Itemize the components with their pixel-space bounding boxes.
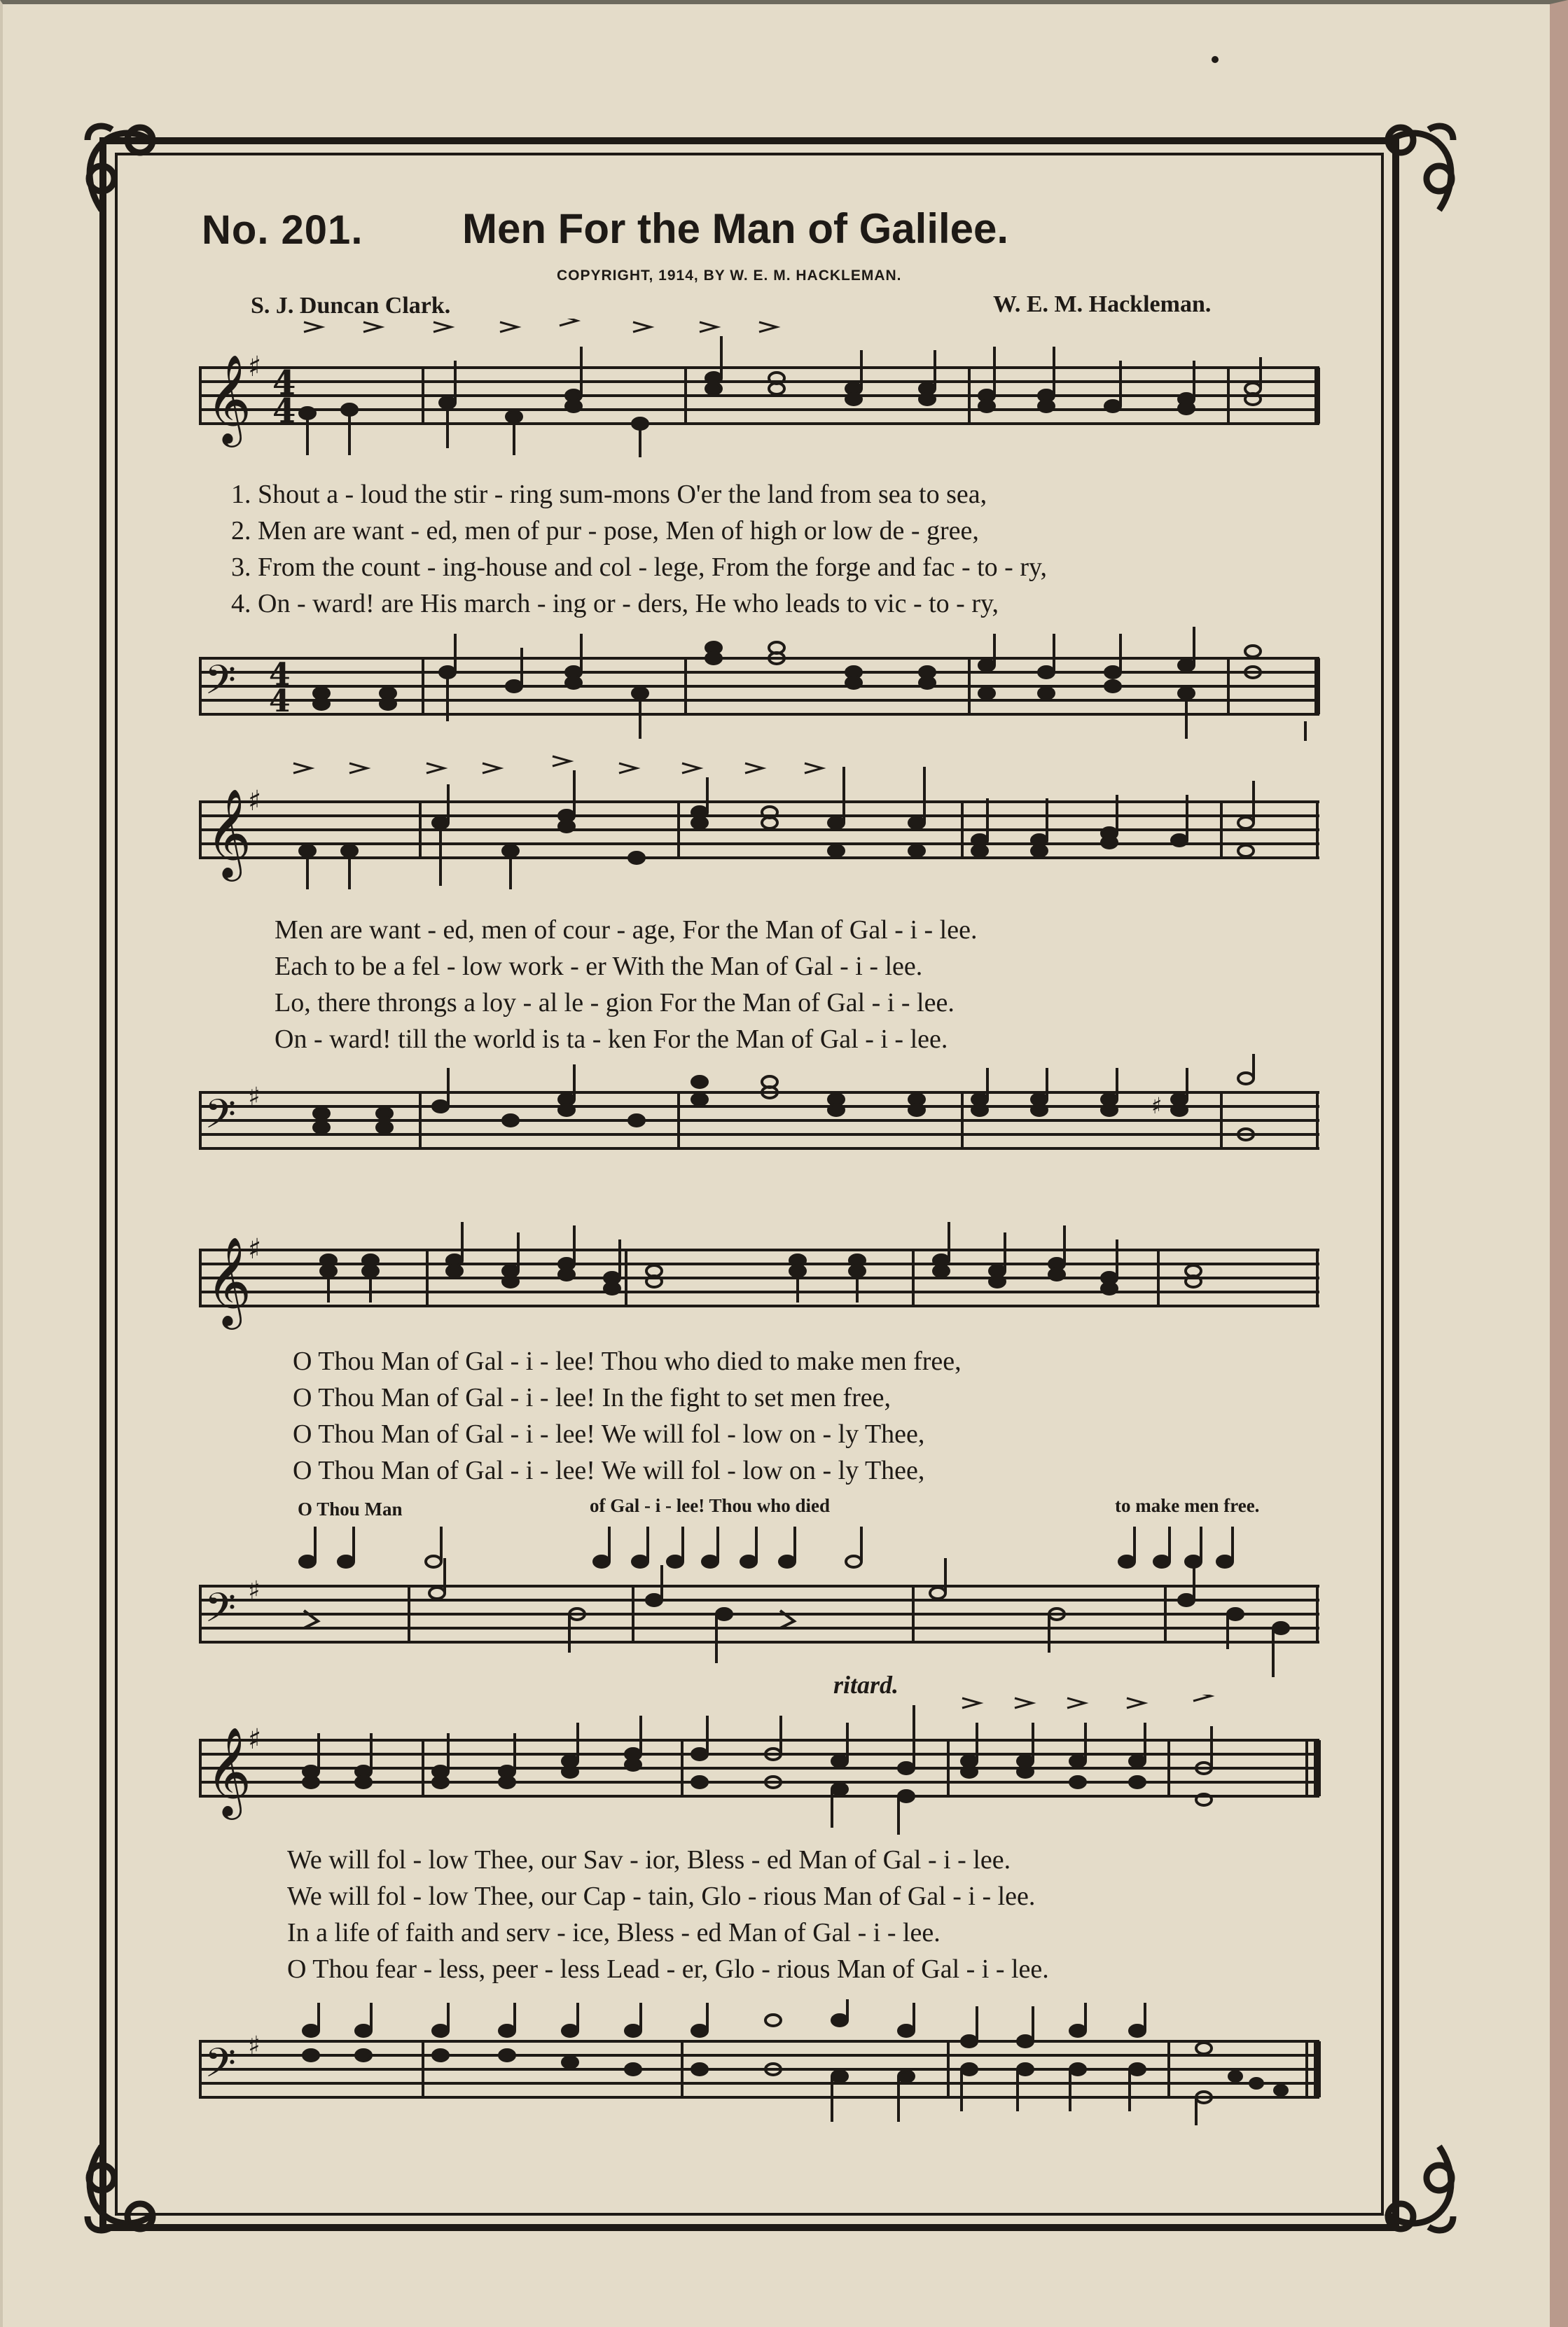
lyric-verse-2: Each to be a fel - low work - er With the Man of Gal - i - lee.	[275, 952, 923, 981]
lyrics-system-1	[231, 476, 1047, 622]
lyric-refrain-3: In a life of faith and serv - ice, Bless - ed Man of Gal - i - lee.	[287, 1918, 941, 1947]
lyric-verse-4: On - ward! till the world is ta - ken For the Man of Gal - i - lee.	[275, 1024, 948, 1054]
svg-text:♯: ♯	[248, 1233, 262, 1265]
copyright-notice: COPYRIGHT, 1914, BY W. E. M. HACKLEMAN.	[557, 268, 902, 284]
svg-text:♯: ♯	[248, 351, 262, 383]
lyric-verse-3: 3. From the count - ing-house and col - lege, From the forge and fac - to - ry,	[231, 553, 1048, 582]
bass-cue-lyric-2: of Gal - i - lee! Thou who died	[590, 1495, 831, 1516]
hymn-title: Men For the Man of Galilee.	[462, 205, 1009, 252]
bass-staff-4	[199, 1999, 1326, 2132]
corner-ornament-top-left	[74, 112, 179, 217]
tempo-marking: ritard.	[833, 1671, 899, 1699]
svg-text:𝄞: 𝄞	[206, 1726, 252, 1816]
lyric-verse-4: 4. On - ward! are His march - ing or - ders, He who leads to vic - to - ry,	[231, 589, 999, 618]
svg-text:𝄞: 𝄞	[206, 354, 252, 443]
bass-staff-3	[199, 1523, 1326, 1684]
lyrics-system-4	[287, 1842, 1049, 1987]
lyric-verse-2: 2. Men are want - ed, men of pur - pose, Men of high or low de - gree,	[231, 516, 979, 546]
treble-staff-1	[199, 319, 1326, 459]
hymn-number: No. 201.	[202, 207, 363, 253]
lyric-refrain-1: We will fol - low Thee, our Sav - ior, Bless - ed Man of Gal - i - lee.	[287, 1845, 1011, 1875]
treble-staff-2	[199, 753, 1326, 893]
svg-text:𝄢: 𝄢	[204, 656, 237, 714]
lyric-refrain-2: O Thou Man of Gal - i - lee! In the fight to set men free,	[293, 1383, 891, 1412]
lyrics-system-3	[293, 1343, 962, 1489]
corner-ornament-top-right	[1362, 112, 1467, 217]
bass-staff-2	[199, 1050, 1326, 1176]
treble-staff-3	[199, 1215, 1326, 1334]
svg-text:♯: ♯	[1151, 1092, 1163, 1119]
svg-text:4: 4	[272, 363, 296, 403]
corner-ornament-bottom-left	[74, 2139, 179, 2244]
lyric-verse-1: 1. Shout a - loud the stir - ring sum-mons O'er the land from sea to sea,	[231, 480, 987, 509]
corner-ornament-bottom-right	[1362, 2139, 1467, 2244]
lyric-refrain-4: O Thou fear - less, peer - less Lead - er, Glo - rious Man of Gal - i - lee.	[287, 1954, 1049, 1984]
svg-text:♯: ♯	[248, 1723, 262, 1756]
svg-text:♯: ♯	[248, 785, 262, 817]
svg-text:𝄞: 𝄞	[206, 788, 252, 877]
svg-text:𝄢: 𝄢	[204, 1090, 237, 1148]
svg-text:4: 4	[269, 657, 291, 693]
lyrics-system-2	[275, 912, 977, 1057]
svg-text:𝄞: 𝄞	[206, 1236, 252, 1326]
lyric-verse-3: Lo, there throngs a loy - al le - gion For the Man of Gal - i - lee.	[275, 988, 955, 1017]
svg-text:𝄢: 𝄢	[204, 2039, 237, 2097]
bass-cue-lyric-3: to make men free.	[1115, 1495, 1260, 1516]
svg-text:𝄢: 𝄢	[204, 1584, 237, 1641]
lyricist-credit: S. J. Duncan Clark.	[251, 293, 451, 319]
svg-text:4: 4	[269, 683, 291, 719]
composer-credit: W. E. M. Hackleman.	[993, 291, 1212, 317]
svg-text:4: 4	[272, 391, 296, 431]
lyric-refrain-4: O Thou Man of Gal - i - lee! We will fol - low on - ly Thee,	[293, 1456, 925, 1485]
bass-cue-lyric-1: O Thou Man	[298, 1499, 403, 1520]
svg-text:♯: ♯	[248, 1083, 261, 1111]
lyric-refrain-1: O Thou Man of Gal - i - lee! Thou who died to make men free,	[293, 1347, 962, 1376]
lyric-verse-1: Men are want - ed, men of cour - age, For the Man of Gal - i - lee.	[275, 915, 978, 945]
bass-staff-1	[199, 616, 1326, 742]
ink-speck	[1212, 56, 1219, 63]
treble-staff-4	[199, 1695, 1326, 1842]
lyric-refrain-3: O Thou Man of Gal - i - lee! We will fol - low on - ly Thee,	[293, 1419, 925, 1449]
lyric-refrain-2: We will fol - low Thee, our Cap - tain, Glo - rious Man of Gal - i - lee.	[287, 1882, 1036, 1911]
svg-text:♯: ♯	[248, 1576, 261, 1605]
svg-text:♯: ♯	[248, 2031, 261, 2060]
